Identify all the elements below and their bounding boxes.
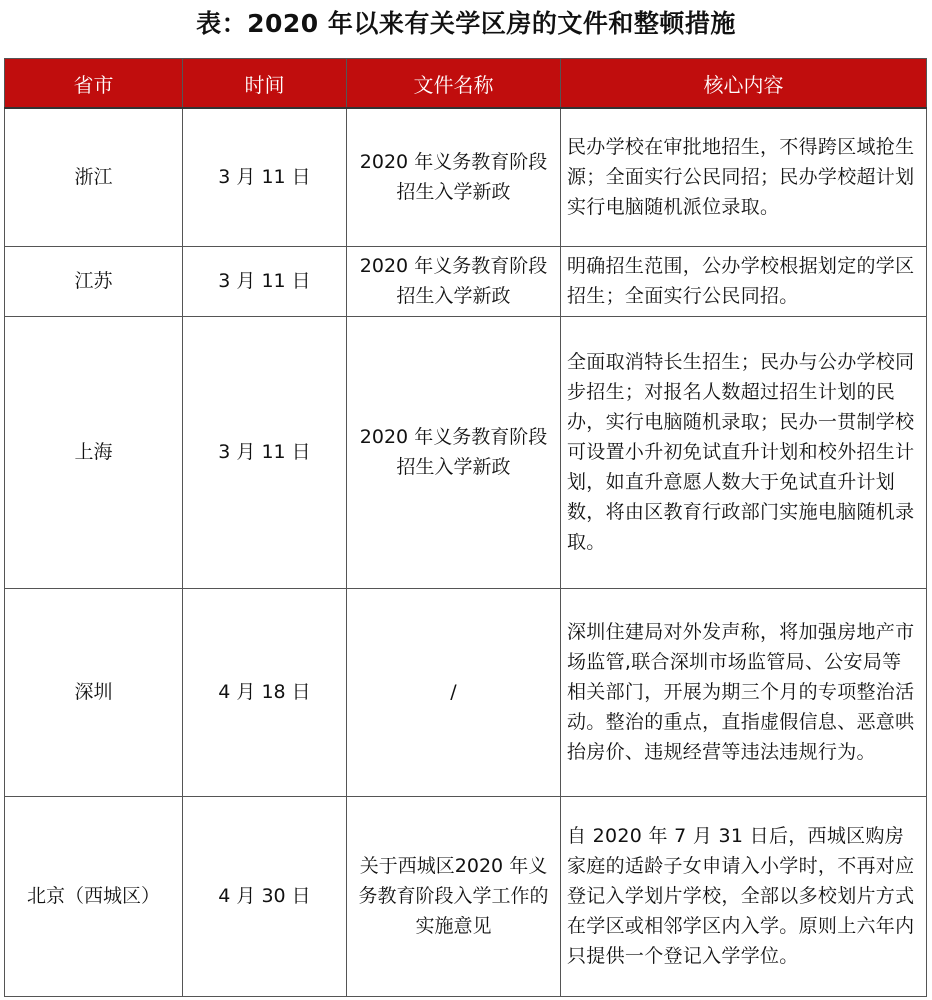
- cell-file-name: 2020 年义务教育阶段招生入学新政: [347, 246, 561, 316]
- cell-province: 深圳: [5, 588, 183, 796]
- cell-file-name: 关于西城区2020 年义务教育阶段入学工作的实施意见: [347, 796, 561, 996]
- cell-core-content: 深圳住建局对外发声称，将加强房地产市场监管,联合深圳市场监管局、公安局等相关部门，开展为期三个月的专项整治活动。整治的重点，直指虚假信息、恶意哄抬房价、违规经营等违法违规行为。: [561, 588, 927, 796]
- header-province: 省市: [5, 59, 183, 109]
- cell-province: 上海: [5, 316, 183, 588]
- table-row: [5, 316, 927, 588]
- table-row: [5, 108, 927, 246]
- cell-file-name: 2020 年义务教育阶段招生入学新政: [347, 108, 561, 246]
- cell-date: 4 月 18 日: [183, 588, 347, 796]
- cell-file-name: /: [347, 588, 561, 796]
- cell-province: 北京（西城区）: [5, 796, 183, 996]
- header-date: 时间: [183, 59, 347, 109]
- policy-table: [4, 58, 927, 997]
- header-core-content: 核心内容: [561, 59, 927, 109]
- cell-core-content: 全面取消特长生招生；民办与公办学校同步招生；对报名人数超过招生计划的民办，实行电脑随机录取；民办一贯制学校可设置小升初免试直升计划和校外招生计划，如直升意愿人数大于免试直升计划数，将由区教育行政部门实施电脑随机录取。: [561, 316, 927, 588]
- header-file-name: 文件名称: [347, 59, 561, 109]
- table-row: [5, 246, 927, 316]
- table-header-row: [5, 59, 927, 109]
- policy-table-container: [4, 58, 926, 997]
- table-row: [5, 796, 927, 996]
- cell-date: 3 月 11 日: [183, 246, 347, 316]
- page-title: 表：2020 年以来有关学区房的文件和整顿措施: [196, 9, 736, 38]
- cell-core-content: 民办学校在审批地招生，不得跨区域抢生源；全面实行公民同招；民办学校超计划实行电脑随机派位录取。: [561, 108, 927, 246]
- cell-province: 江苏: [5, 246, 183, 316]
- cell-date: 3 月 11 日: [183, 108, 347, 246]
- table-row: [5, 588, 927, 796]
- cell-date: 3 月 11 日: [183, 316, 347, 588]
- cell-core-content: 自 2020 年 7 月 31 日后，西城区购房家庭的适龄子女申请入小学时，不再对应登记入学划片学校，全部以多校划片方式在学区或相邻学区内入学。原则上六年内只提供一个登记入学学位。: [561, 796, 927, 996]
- cell-file-name: 2020 年义务教育阶段招生入学新政: [347, 316, 561, 588]
- cell-core-content: 明确招生范围，公办学校根据划定的学区招生；全面实行公民同招。: [561, 246, 927, 316]
- cell-province: 浙江: [5, 108, 183, 246]
- cell-date: 4 月 30 日: [183, 796, 347, 996]
